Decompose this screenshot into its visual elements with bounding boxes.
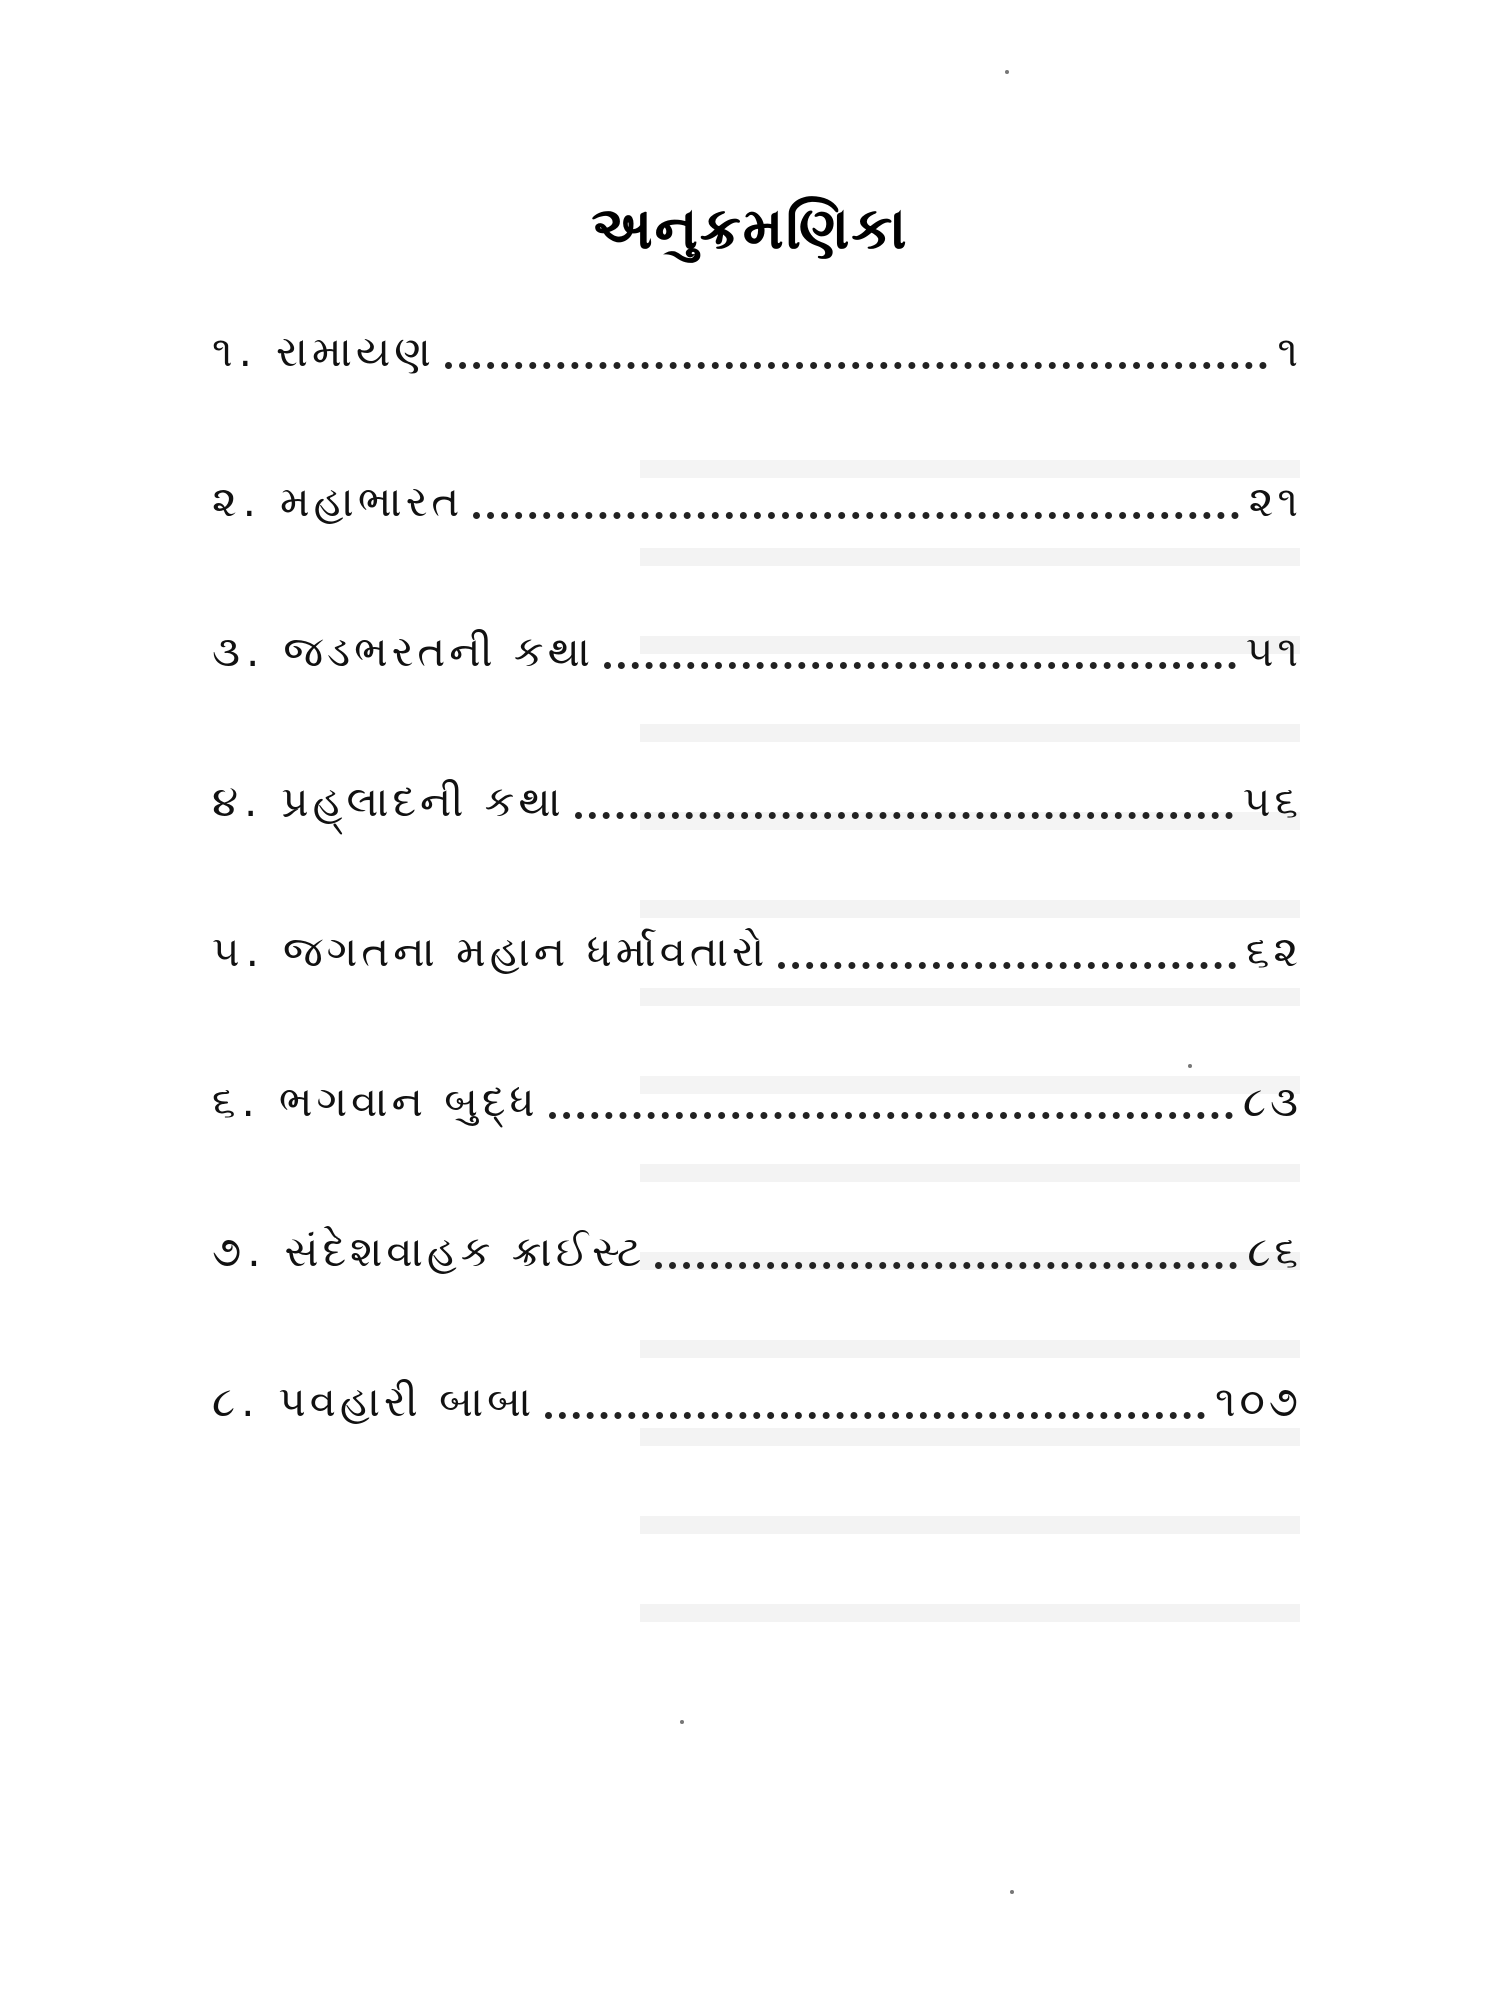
entry-page-number: ૧ [1277,327,1302,376]
dot-leader [778,922,1236,969]
entry-title: રામાયણ [275,327,435,376]
entry-number: ૬. [212,1077,261,1126]
entry-page-number: ૮૬ [1247,1227,1302,1276]
paper-speck [1005,70,1009,74]
entry-page-number: ૬૨ [1245,927,1302,976]
entry-page-number: ૧૦૭ [1214,1377,1302,1426]
entry-title: પ્રહ્‌લાદની કથા [281,777,565,826]
dot-leader [545,1372,1205,1419]
dot-leader [549,1072,1233,1119]
dot-leader [604,622,1236,669]
toc-entry[interactable] [212,472,1302,622]
paper-speck [1010,1890,1014,1894]
entry-number: ૫. [212,927,265,976]
paper-speck [680,1720,684,1724]
entry-page-number: ૨૧ [1248,477,1302,526]
entry-number: ૨. [212,477,263,526]
toc-entry[interactable] [212,622,1302,772]
toc-entry[interactable] [212,322,1302,472]
toc-entry[interactable] [212,922,1302,1072]
entry-number: ૪. [212,777,264,826]
dot-leader [655,1222,1237,1269]
toc-entry[interactable] [212,1372,1302,1522]
toc-entry[interactable] [212,1072,1302,1222]
entry-number: ૮. [212,1377,261,1426]
entry-page-number: ૫૬ [1242,777,1302,826]
dot-leader [473,472,1238,519]
entry-title: ભગવાન બુદ્ધ [278,1077,539,1126]
entry-number: ૧. [212,327,258,376]
entry-number: ૭. [212,1227,267,1276]
entry-title: જગતના મહાન ધર્માવતારો [282,927,769,976]
dot-leader [445,322,1268,369]
table-of-contents [212,322,1302,1522]
entry-title: પવહારી બાબા [278,1377,536,1426]
dot-leader [575,772,1233,819]
entry-title: મહાભારત [280,477,464,526]
toc-entry[interactable] [212,1222,1302,1372]
toc-entry[interactable] [212,772,1302,922]
entry-title: જડભરતની કથા [283,627,595,676]
page-title: અનુક્રમણિકા [591,194,909,262]
entry-title: સંદેશવાહક ક્રાઈસ્ટ [284,1227,646,1276]
entry-number: ૩. [212,627,266,676]
entry-page-number: ૫૧ [1245,627,1302,676]
entry-page-number: ૮૩ [1242,1077,1302,1126]
